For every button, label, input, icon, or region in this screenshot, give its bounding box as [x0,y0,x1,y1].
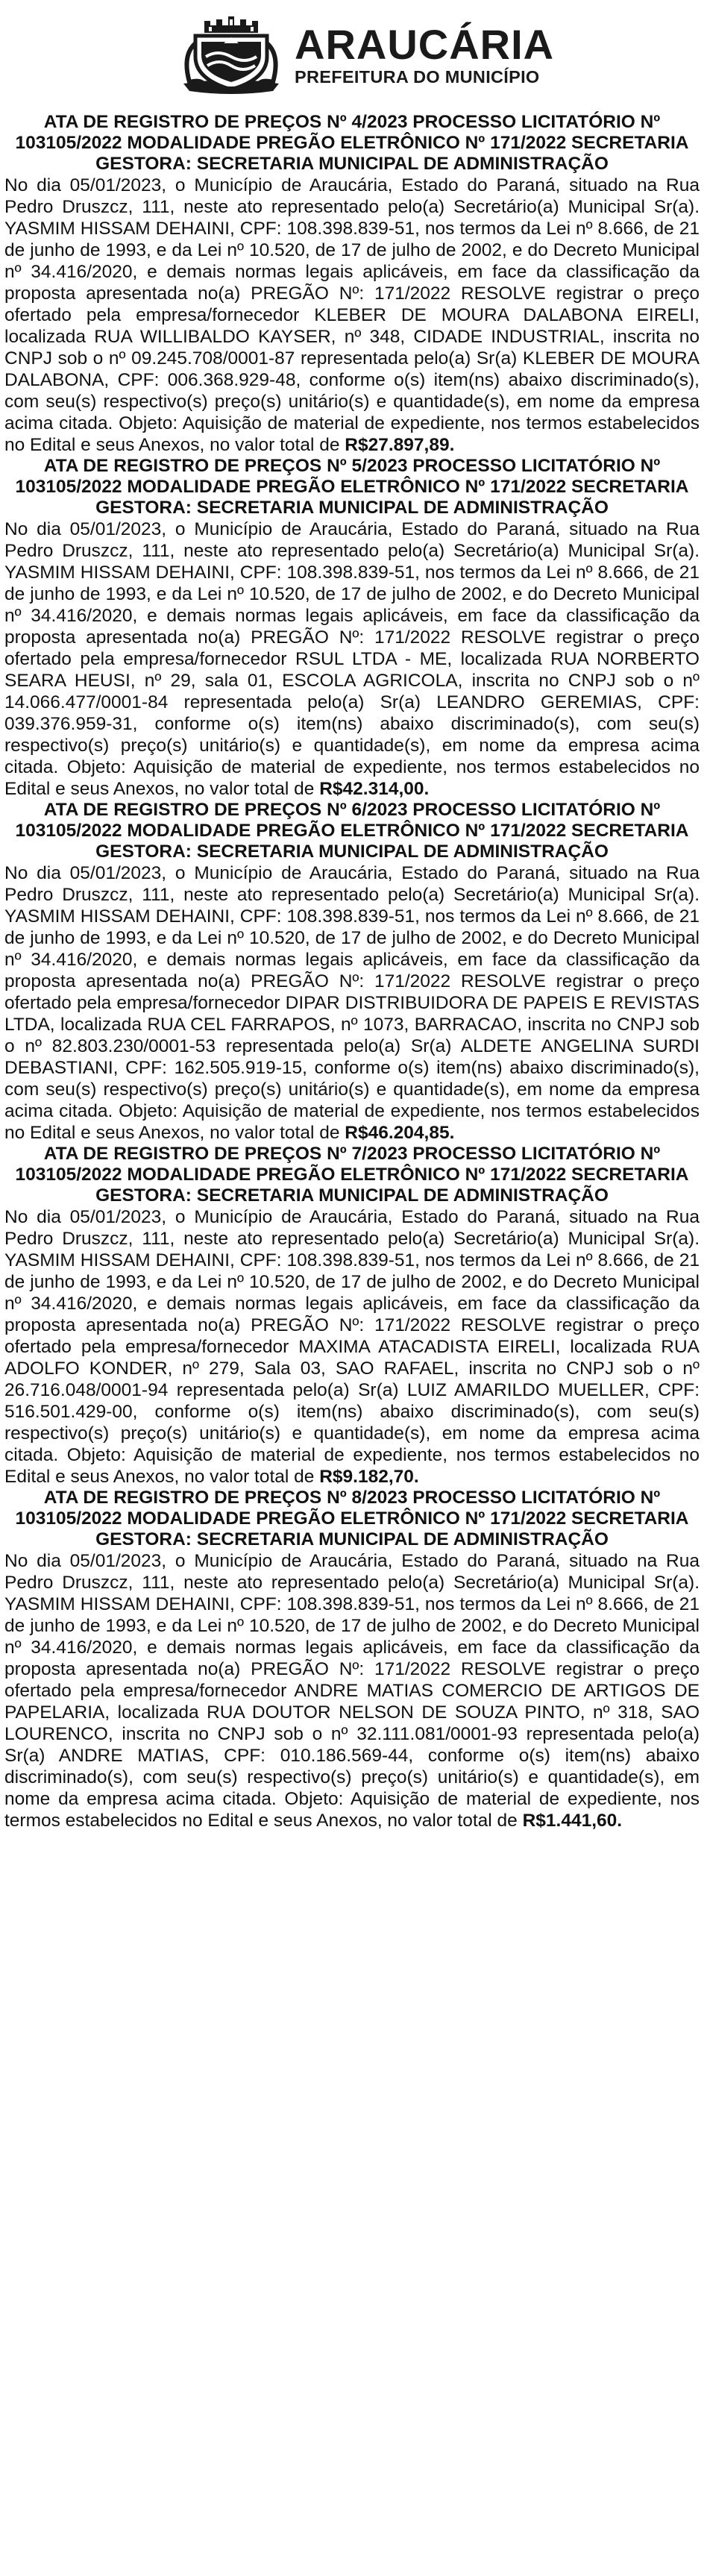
ata-title: ATA DE REGISTRO DE PREÇOS Nº 8/2023 PROCESSO LICITATÓRIO Nº 103105/2022 MODALIDADE PREGÃO ELETRÔNICO Nº 171/2022 SECRETARIA GESTORA: SECRETARIA MUNICIPAL DE ADMINISTRAÇÃO [15,1488,689,1549]
ata-body [4,862,700,1144]
ata-section [4,112,700,456]
ata-body-text: No dia 05/01/2023, o Município de Araucária, Estado do Paraná, situado na Rua Pedro Druszcz, 111, neste ato representado pelo(a) Secretário(a) Municipal Sr(a). YASMIM HISSAM DEHAINI, CPF: 108.398.839-51, nos termos da Lei nº 8.666, de 21 de junho de 1993, e da Lei nº 10.520, de 17 de julho de 2002, e do Decreto Municipal nº 34.416/2020, e demais normas legais aplicáveis, em face da classificação da proposta apresentada no(a) PREGÃO Nº: 171/2022 RESOLVE registrar o preço ofertado pela empresa/fornecedor RSUL LTDA - ME, localizada RUA NORBERTO SEARA HEUSI, nº 29, sala 01, ESCOLA AGRICOLA, inscrita no CNPJ sob o nº 14.066.477/0001-84 representada pelo(a) Sr(a) LEANDRO GEREMIAS, CPF: 039.376.959-31, conforme o(s) item(ns) abaixo discriminado(s), com seu(s) respectivo(s) preço(s) unitário(s) e quantidade(s), em nome da empresa acima citada. Objeto: Aquisição de material de expediente, nos termos estabelecidos no Edital e seus Anexos, no valor total de [4,519,700,799]
document-content [4,112,700,1831]
ata-total-value: R$9.182,70. [319,1467,419,1487]
ata-section [4,456,700,800]
ata-total-value: R$46.204,85. [345,1123,455,1143]
ata-title: ATA DE REGISTRO DE PREÇOS Nº 5/2023 PROCESSO LICITATÓRIO Nº 103105/2022 MODALIDADE PREGÃO ELETRÔNICO Nº 171/2022 SECRETARIA GESTORA: SECRETARIA MUNICIPAL DE ADMINISTRAÇÃO [15,456,689,518]
araucaria-coat-of-arms-icon [179,10,283,94]
ata-section [4,800,700,1144]
ata-body [4,1206,700,1488]
ata-body [4,175,700,456]
ata-total-value: R$42.314,00. [319,779,430,799]
brand-name: ARAUCÁRIA [295,21,555,68]
ata-body [4,518,700,800]
ata-body-text: No dia 05/01/2023, o Município de Araucária, Estado do Paraná, situado na Rua Pedro Druszcz, 111, neste ato representado pelo(a) Secretário(a) Municipal Sr(a). YASMIM HISSAM DEHAINI, CPF: 108.398.839-51, nos termos da Lei nº 8.666, de 21 de junho de 1993, e da Lei nº 10.520, de 17 de julho de 2002, e do Decreto Municipal nº 34.416/2020, e demais normas legais aplicáveis, em face da classificação da proposta apresentada no(a) PREGÃO Nº: 171/2022 RESOLVE registrar o preço ofertado pela empresa/fornecedor MAXIMA ATACADISTA EIRELI, localizada RUA ADOLFO KONDER, nº 279, Sala 03, SAO RAFAEL, inscrita no CNPJ sob o nº 26.716.048/0001-94 representada pelo(a) Sr(a) LUIZ AMARILDO MUELLER, CPF: 516.501.429-00, conforme o(s) item(ns) abaixo discriminado(s), com seu(s) respectivo(s) preço(s) unitário(s) e quantidade(s), em nome da empresa acima citada. Objeto: Aquisição de material de expediente, nos termos estabelecidos no Edital e seus Anexos, no valor total de [4,1207,700,1487]
page-header [0,0,707,104]
brand-block [295,21,555,87]
brand-subtitle: PREFEITURA DO MUNICÍPIO [295,67,540,87]
ata-body-text: No dia 05/01/2023, o Município de Araucária, Estado do Paraná, situado na Rua Pedro Druszcz, 111, neste ato representado pelo(a) Secretário(a) Municipal Sr(a). YASMIM HISSAM DEHAINI, CPF: 108.398.839-51, nos termos da Lei nº 8.666, de 21 de junho de 1993, e da Lei nº 10.520, de 17 de julho de 2002, e do Decreto Municipal nº 34.416/2020, e demais normas legais aplicáveis, em face da classificação da proposta apresentada no(a) PREGÃO Nº: 171/2022 RESOLVE registrar o preço ofertado pela empresa/fornecedor ANDRE MATIAS COMERCIO DE ARTIGOS DE PAPELARIA, localizada RUA DOUTOR NELSON DE SOUZA PINTO, nº 318, SAO LOURENCO, inscrita no CNPJ sob o nº 32.111.081/0001-93 representada pelo(a) Sr(a) ANDRE MATIAS, CPF: 010.186.569-44, conforme o(s) item(ns) abaixo discriminado(s), com seu(s) respectivo(s) preço(s) unitário(s) e quantidade(s), em nome da empresa acima citada. Objeto: Aquisição de material de expediente, nos termos estabelecidos no Edital e seus Anexos, no valor total de [4,1551,700,1831]
ata-title: ATA DE REGISTRO DE PREÇOS Nº 4/2023 PROCESSO LICITATÓRIO Nº 103105/2022 MODALIDADE PREGÃO ELETRÔNICO Nº 171/2022 SECRETARIA GESTORA: SECRETARIA MUNICIPAL DE ADMINISTRAÇÃO [15,112,689,174]
ata-title: ATA DE REGISTRO DE PREÇOS Nº 6/2023 PROCESSO LICITATÓRIO Nº 103105/2022 MODALIDADE PREGÃO ELETRÔNICO Nº 171/2022 SECRETARIA GESTORA: SECRETARIA MUNICIPAL DE ADMINISTRAÇÃO [15,800,689,862]
ata-body-text: No dia 05/01/2023, o Município de Araucária, Estado do Paraná, situado na Rua Pedro Druszcz, 111, neste ato representado pelo(a) Secretário(a) Municipal Sr(a). YASMIM HISSAM DEHAINI, CPF: 108.398.839-51, nos termos da Lei nº 8.666, de 21 de junho de 1993, e da Lei nº 10.520, de 17 de julho de 2002, e do Decreto Municipal nº 34.416/2020, e demais normas legais aplicáveis, em face da classificação da proposta apresentada no(a) PREGÃO Nº: 171/2022 RESOLVE registrar o preço ofertado pela empresa/fornecedor KLEBER DE MOURA DALABONA EIRELI, localizada RUA WILLIBALDO KAYSER, nº 348, CIDADE INDUSTRIAL, inscrita no CNPJ sob o nº 09.245.708/0001-87 representada pelo(a) Sr(a) KLEBER DE MOURA DALABONA, CPF: 006.368.929-48, conforme o(s) item(ns) abaixo discriminado(s), com seu(s) respectivo(s) preço(s) unitário(s) e quantidade(s), em nome da empresa acima citada. Objeto: Aquisição de material de expediente, nos termos estabelecidos no Edital e seus Anexos, no valor total de [4,175,700,455]
ata-body-text: No dia 05/01/2023, o Município de Araucária, Estado do Paraná, situado na Rua Pedro Druszcz, 111, neste ato representado pelo(a) Secretário(a) Municipal Sr(a). YASMIM HISSAM DEHAINI, CPF: 108.398.839-51, nos termos da Lei nº 8.666, de 21 de junho de 1993, e da Lei nº 10.520, de 17 de julho de 2002, e do Decreto Municipal nº 34.416/2020, e demais normas legais aplicáveis, em face da classificação da proposta apresentada no(a) PREGÃO Nº: 171/2022 RESOLVE registrar o preço ofertado pela empresa/fornecedor DIPAR DISTRIBUIDORA DE PAPEIS E REVISTAS LTDA, localizada RUA CEL FARRAPOS, nº 1073, BARRACAO, inscrita no CNPJ sob o nº 82.803.230/0001-53 representada pelo(a) Sr(a) ALDETE ANGELINA SURDI DEBASTIANI, CPF: 162.505.919-15, conforme o(s) item(ns) abaixo discriminado(s), com seu(s) respectivo(s) preço(s) unitário(s) e quantidade(s), em nome da empresa acima citada. Objeto: Aquisição de material de expediente, nos termos estabelecidos no Edital e seus Anexos, no valor total de [4,863,700,1143]
ata-section [4,1488,700,1831]
ata-body [4,1550,700,1831]
ata-title: ATA DE REGISTRO DE PREÇOS Nº 7/2023 PROCESSO LICITATÓRIO Nº 103105/2022 MODALIDADE PREGÃO ELETRÔNICO Nº 171/2022 SECRETARIA GESTORA: SECRETARIA MUNICIPAL DE ADMINISTRAÇÃO [15,1144,689,1206]
ata-section [4,1144,700,1488]
ata-total-value: R$1.441,60. [522,1811,623,1831]
ata-total-value: R$27.897,89. [345,435,455,455]
